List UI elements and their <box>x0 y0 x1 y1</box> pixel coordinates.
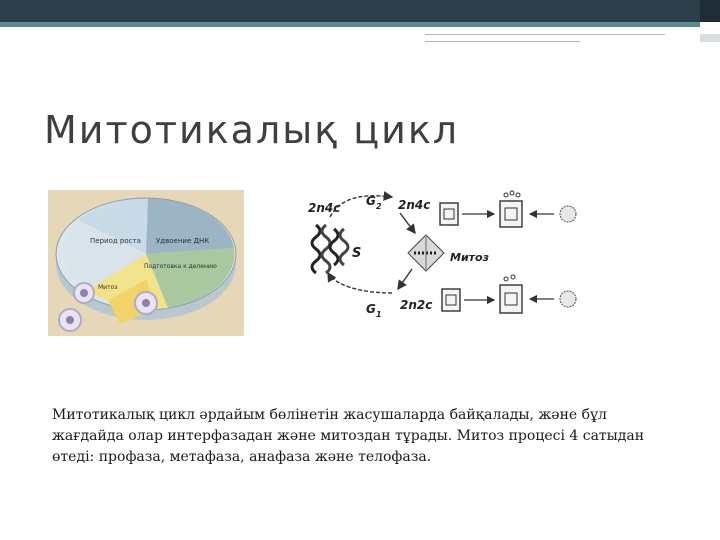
arrow-from-mitosis <box>398 269 412 289</box>
label-prep: Подготовка к делению <box>144 263 217 270</box>
label-mitosis: Митоз <box>98 284 118 291</box>
label-g2-sub: 2 <box>376 202 382 211</box>
cell-nucleus <box>66 316 74 324</box>
top-bar-end <box>700 0 720 22</box>
dot-icon <box>504 193 508 197</box>
label-2n2c: 2n2c <box>400 298 433 312</box>
sector-dna <box>146 198 234 254</box>
cell-box-icon <box>442 289 460 311</box>
dot-icon <box>516 193 520 197</box>
chromosome-icon <box>322 225 330 273</box>
chromosome-icon <box>330 229 338 265</box>
decor-rule <box>425 41 580 42</box>
chromosome-icon <box>312 225 320 273</box>
arrow-to-mitosis <box>400 213 415 233</box>
label-dna: Удвоение ДНК <box>156 237 210 245</box>
chromosome-icon <box>340 229 348 265</box>
cell-icon <box>560 291 576 307</box>
cell-box-icon <box>440 203 458 225</box>
decor-rule <box>425 34 665 35</box>
label-g2: G <box>366 194 376 208</box>
dot-icon <box>504 277 508 281</box>
label-g1: G <box>366 302 376 316</box>
cell-box-icon <box>500 285 522 313</box>
mitotic-cycle-diagram <box>300 185 600 335</box>
decor-rule <box>700 34 720 42</box>
slide-body-text: Митотикалық цикл әрдайым бөлінетін жасушаларда байқалады, және бұл жағдайда олар интерфазадан және митоздан тұрады. Митоз процесі 4 сатыдан өтеді: профаза, метафаза, анафаза және телофаза. <box>52 407 645 465</box>
cell-box-icon <box>500 201 522 227</box>
arrow-g1 <box>328 273 392 293</box>
cell-cycle-wheel <box>48 190 244 336</box>
top-bar-accent <box>0 22 700 27</box>
cell-icon <box>560 206 576 222</box>
top-bar <box>0 0 720 22</box>
dot-icon <box>510 191 514 195</box>
cell-nucleus <box>142 299 150 307</box>
mitotic-cycle-scheme <box>300 185 600 335</box>
spindle-icon <box>408 235 444 271</box>
label-g1-sub: 1 <box>376 310 382 319</box>
label-mitosis: Митоз <box>450 251 489 264</box>
slide-title: Митотикалық цикл <box>44 108 460 152</box>
label-s: S <box>352 246 362 261</box>
label-2n4c-left: 2n4c <box>308 201 341 215</box>
label-2n4c-mid: 2n4c <box>398 198 431 212</box>
cell-cycle-wheel-figure <box>48 190 244 336</box>
cell-nucleus <box>80 289 88 297</box>
dot-icon <box>511 275 515 279</box>
top-bar-dark <box>0 0 700 22</box>
label-growth: Период роста <box>90 237 141 245</box>
